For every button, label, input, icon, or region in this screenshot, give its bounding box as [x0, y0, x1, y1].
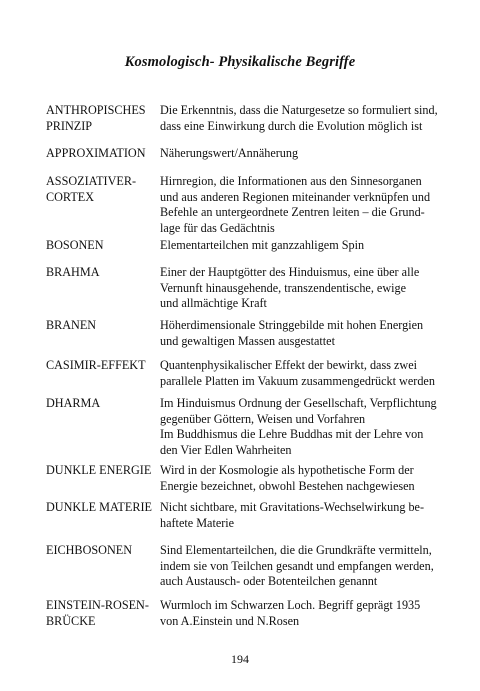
glossary-definition: Sind Elementarteilchen, die die Grundkräfte vermitteln, indem sie von Teilchen gesandt und empfangen werden, auch Austausch- oder Botenteilchen genannt — [160, 543, 434, 589]
glossary-term: APPROXIMATION — [46, 146, 146, 160]
glossary-definition: Die Erkenntnis, dass die Naturgesetze so formuliert sind, dass eine Einwirkung durch die Evolution möglich ist — [160, 103, 438, 133]
glossary-term: BOSONEN — [46, 238, 104, 252]
glossary-definition: Näherungswert/Annäherung — [160, 146, 299, 160]
glossary-term: BRANEN — [46, 318, 97, 332]
glossary-definition: Im Hinduismus Ordnung der Gesellschaft, Verpflichtung gegenüber Göttern, Weisen und Vorfahren Im Buddhismus die Lehre Buddhas mit der Lehre von den Vier Edlen Wahrheiten — [160, 396, 437, 457]
glossary-term: ASSOZIATIVER- CORTEX — [46, 174, 137, 204]
page-number: 194 — [231, 652, 249, 666]
glossary-definition: Wurmloch im Schwarzen Loch. Begriff geprägt 1935 von A.Einstein und N.Rosen — [160, 598, 421, 628]
glossary-definition: Quantenphysikalischer Effekt der bewirkt, dass zwei parallele Platten im Vakuum zusammengedrückt werden — [160, 358, 435, 388]
glossary-definition: Nicht sichtbare, mit Gravitations-Wechselwirkung be- haftete Materie — [160, 500, 425, 530]
glossary-definition: Hirnregion, die Informationen aus den Sinnesorganen und aus anderen Regionen miteinander verknüpfen und Befehle an untergeordnete Zentren leiten – die Grund- lage für das Gedächtnis — [160, 174, 431, 235]
glossary-definition: Wird in der Kosmologie als hypothetische Form der Energie bezeichnet, obwohl Bestehen nachgewiesen — [160, 463, 415, 493]
glossary-term: EICHBOSONEN — [46, 543, 132, 557]
glossary-term: DUNKLE ENERGIE — [46, 463, 152, 477]
glossary-definition: Einer der Hauptgötter des Hinduismus, eine über alle Vernunft hinausgehende, transzendentische, ewige und allmächtige Kraft — [160, 265, 420, 311]
glossary-term: ANTHROPISCHES PRINZIP — [46, 103, 146, 133]
glossary-term: DHARMA — [46, 396, 101, 410]
glossary-term: BRAHMA — [46, 265, 100, 279]
glossary-definition: Elementarteilchen mit ganzzahligem Spin — [160, 238, 365, 252]
glossary-term: DUNKLE MATERIE — [46, 500, 152, 514]
page-title: Kosmologisch- Physikalische Begriffe — [124, 54, 356, 70]
glossary-term: EINSTEIN-ROSEN- BRÜCKE — [46, 598, 149, 628]
glossary-term: CASIMIR-EFFEKT — [46, 358, 146, 372]
glossary-definition: Höherdimensionale Stringgebilde mit hohen Energien und gewaltigen Massen ausgestattet — [160, 318, 424, 348]
